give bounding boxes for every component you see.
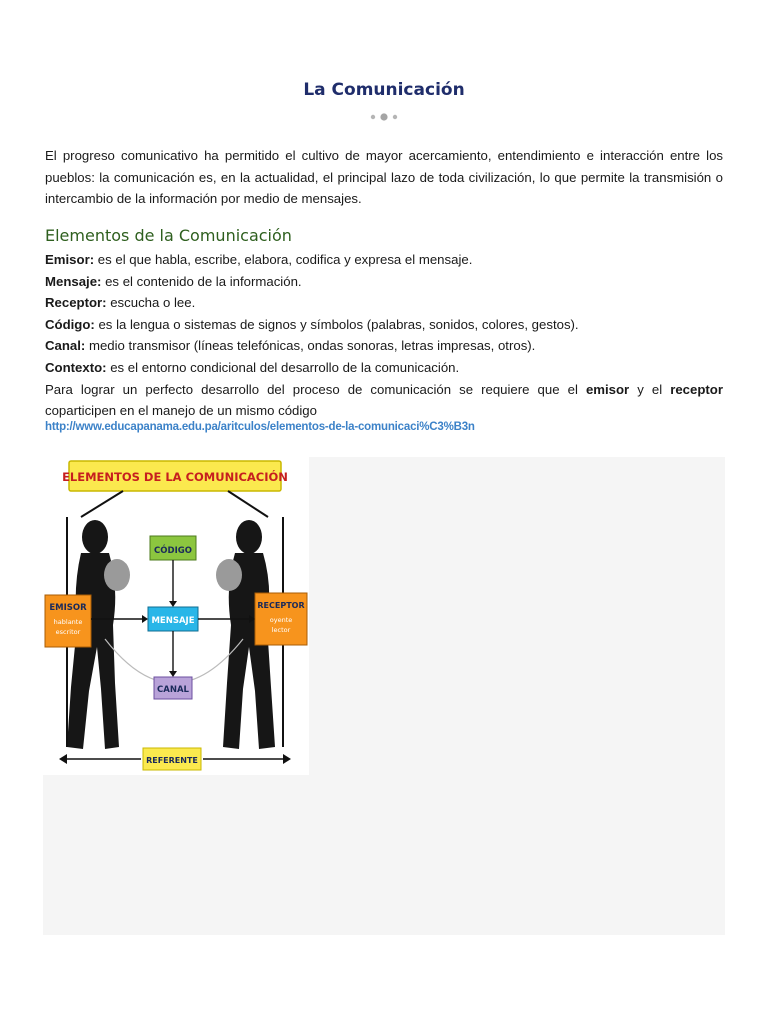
- receptor-sub1: oyente: [269, 616, 293, 624]
- closing-bold-emisor: emisor: [585, 381, 630, 397]
- element-canal: [45, 335, 723, 357]
- term-receptor: Receptor:: [45, 295, 107, 311]
- intro-paragraph: El progreso comunicativo ha permitido el cultivo de mayor acercamiento, entendimiento e interacción entre los pueblos: la comunicación es, en la actualidad, el principal lazo de toda civilización, lo que permite la transmisión o intercambio de la información por medio de mensajes.: [45, 148, 723, 206]
- communication-diagram: [43, 457, 309, 775]
- term-codigo: Código:: [45, 316, 95, 332]
- source-link[interactable]: http://www.educapanama.edu.pa/aritculos/elementos-de-la-comunicaci%C3%B3n: [45, 421, 475, 433]
- closing-part1: Para lograr un perfecto desarrollo del proceso de comunicación se requiere que el: [45, 381, 586, 397]
- channel-arc: [105, 639, 243, 683]
- element-contexto: [45, 357, 723, 379]
- arrowhead-referente-right: [283, 754, 291, 764]
- receptor-label: RECEPTOR: [257, 601, 305, 610]
- page-title: La Comunicación: [303, 80, 465, 100]
- closing-paragraph: [45, 379, 723, 422]
- canal-label: CANAL: [157, 685, 189, 695]
- arrowhead-mensaje: [142, 615, 148, 623]
- term-contexto: Contexto:: [45, 359, 107, 375]
- definition-mensaje: es el contenido de la información.: [101, 273, 302, 289]
- closing-bold-receptor: receptor: [670, 381, 723, 397]
- term-canal: Canal:: [45, 338, 86, 354]
- diagram-title: ELEMENTOS DE LA COMUNICACIÓN: [62, 470, 288, 484]
- codigo-label: CÓDIGO: [154, 546, 192, 556]
- term-mensaje: Mensaje:: [45, 273, 102, 289]
- definition-receptor: escucha o lee.: [106, 295, 196, 311]
- closing-part2: y el: [629, 381, 671, 397]
- definition-canal: medio transmisor (líneas telefónicas, ondas sonoras, letras impresas, otros).: [85, 338, 536, 354]
- element-emisor: [45, 249, 723, 271]
- definition-codigo: es la lengua o sistemas de signos y símbolos (palabras, sonidos, colores, gestos).: [94, 316, 579, 332]
- emisor-label: EMISOR: [49, 603, 87, 613]
- mensaje-label: MENSAJE: [151, 616, 195, 626]
- diagram-svg: [43, 457, 309, 775]
- arrowhead-codigo: [169, 601, 177, 607]
- element-codigo: [45, 314, 723, 336]
- closing-part3: coparticipen en el manejo de un mismo código: [45, 403, 317, 419]
- emisor-sub1: hablante: [53, 618, 83, 626]
- section-heading: Elementos de la Comunicación: [45, 226, 292, 245]
- element-receptor: [45, 292, 723, 314]
- receptor-sub2: lector: [271, 626, 291, 634]
- arrowhead-canal: [169, 671, 177, 677]
- title-divider: [262, 110, 506, 124]
- line-title-right: [228, 491, 268, 517]
- definition-contexto: es el entorno condicional del desarrollo de la comunicación.: [106, 359, 460, 375]
- referente-label: REFERENTE: [146, 756, 198, 765]
- arrowhead-referente-left: [59, 754, 67, 764]
- definition-emisor: es el que habla, escribe, elabora, codifica y expresa el mensaje.: [94, 252, 473, 267]
- line-title-left: [81, 491, 123, 517]
- emisor-sub2: escritor: [55, 628, 81, 636]
- term-emisor: Emisor:: [45, 252, 95, 267]
- element-mensaje: [45, 271, 723, 293]
- elements-list: [45, 249, 723, 422]
